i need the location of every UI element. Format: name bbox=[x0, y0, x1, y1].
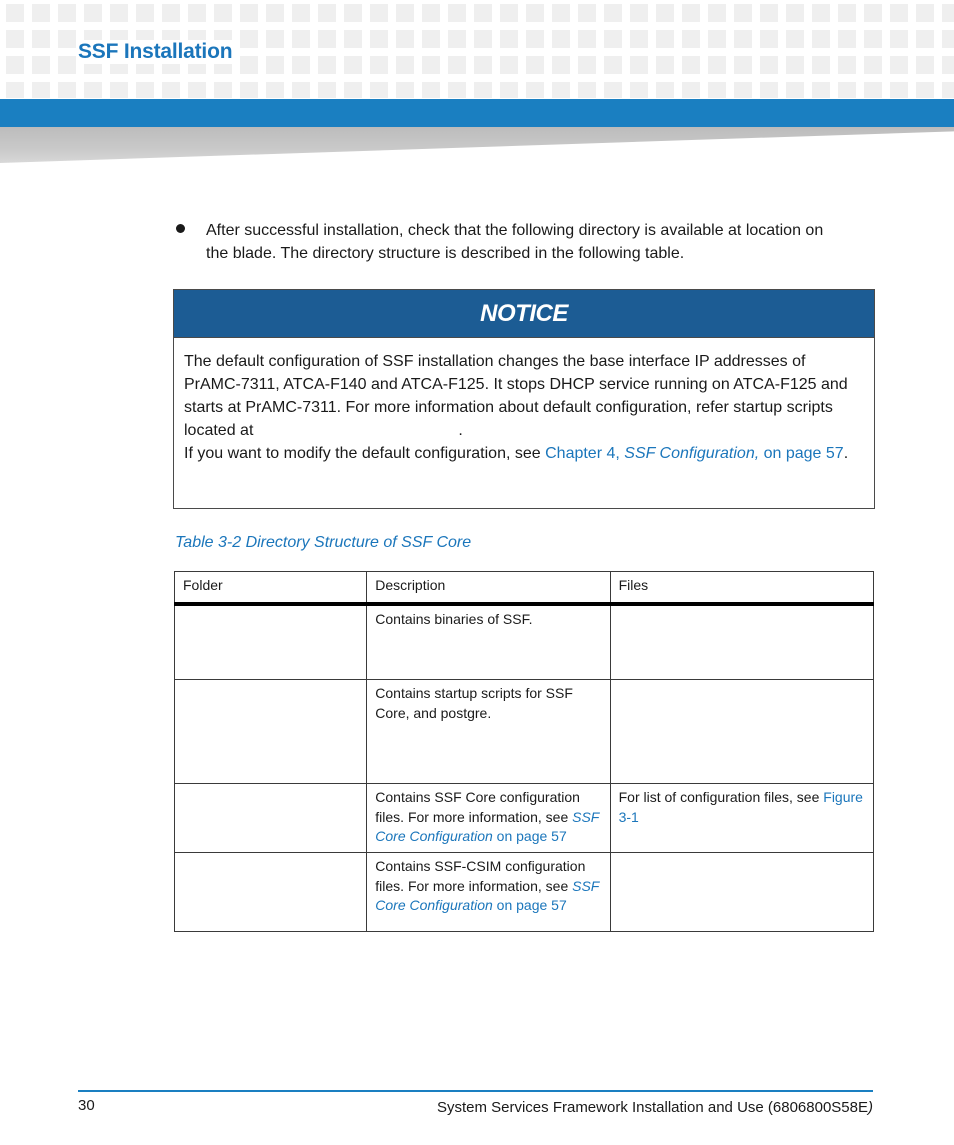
table-caption: Table 3-2 Directory Structure of SSF Core bbox=[175, 534, 472, 551]
table-row bbox=[175, 853, 874, 932]
notice-header bbox=[174, 290, 874, 338]
cell-description: Contains startup scripts for SSF Core, and postgre. bbox=[367, 680, 610, 784]
cell-folder bbox=[175, 784, 367, 853]
notice-text-2: If you want to modify the default configuration, see bbox=[184, 445, 546, 462]
directory-table bbox=[174, 571, 874, 932]
table-row bbox=[175, 604, 874, 680]
header-blue-band bbox=[0, 99, 954, 127]
table-row bbox=[175, 784, 874, 853]
notice-text-2-end: . bbox=[843, 445, 849, 462]
cell-files-text: For list of configuration files, see bbox=[618, 789, 824, 805]
chapter-4-link[interactable] bbox=[545, 445, 844, 462]
footer-doc-title-text: System Services Framework Installation and Use (6806800S58E bbox=[436, 1099, 868, 1116]
table-row bbox=[175, 680, 874, 784]
cell-description-text: Contains SSF Core configuration files. For more information, see bbox=[375, 789, 580, 825]
bullet-text: After successful installation, check that the following directory is available at location on the blade. The directory structure is described in the following table. bbox=[206, 222, 824, 262]
cell-description bbox=[367, 853, 610, 932]
cell-description bbox=[367, 784, 610, 853]
notice-text-1-end: . bbox=[458, 422, 463, 439]
link-page: on page 57 bbox=[492, 828, 567, 844]
footer-doc-title bbox=[437, 1099, 873, 1116]
cell-folder bbox=[175, 604, 367, 680]
table-header-row bbox=[175, 572, 874, 605]
notice-text-1: The default configuration of SSF installation changes the base interface IP addresses of PrAMC-7311, ATCA-F140 and ATCA-F125. It stops DHCP service running on ATCA-F125 and starts at PrAMC-7311. For more information about default configuration, refer startup scripts located at bbox=[184, 353, 848, 439]
link-title: SSF Core Configuration bbox=[375, 877, 600, 913]
cell-description-text: Contains SSF-CSIM configuration files. For more information, see bbox=[375, 858, 586, 894]
notice-paragraph-1 bbox=[184, 350, 864, 442]
footer-doc-title-close: ) bbox=[868, 1099, 873, 1116]
cell-files bbox=[610, 853, 873, 932]
link-title: SSF Core Configuration bbox=[375, 808, 600, 844]
header-gray-wedge bbox=[0, 127, 954, 163]
chapter-link-page: on page 57 bbox=[759, 445, 844, 462]
link-page: on page 57 bbox=[492, 897, 567, 913]
figure-3-1-link[interactable]: Figure 3-1 bbox=[618, 789, 863, 825]
cell-folder bbox=[175, 680, 367, 784]
chapter-link-chapter: Chapter 4, bbox=[545, 445, 625, 462]
notice-title: NOTICE bbox=[480, 299, 568, 327]
cell-description: Contains binaries of SSF. bbox=[367, 604, 610, 680]
header-folder: Folder bbox=[175, 572, 367, 605]
section-title: SSF Installation bbox=[78, 40, 236, 64]
cell-folder bbox=[175, 853, 367, 932]
header-files: Files bbox=[610, 572, 873, 605]
notice-body bbox=[174, 338, 874, 465]
notice-paragraph-2 bbox=[184, 442, 864, 465]
cell-files bbox=[610, 604, 873, 680]
cell-files bbox=[610, 680, 873, 784]
notice-box bbox=[173, 289, 875, 509]
footer-rule bbox=[78, 1090, 873, 1092]
page-number: 30 bbox=[78, 1097, 95, 1114]
cell-files bbox=[610, 784, 873, 853]
header-description: Description bbox=[367, 572, 610, 605]
chapter-link-title: SSF Configuration, bbox=[624, 445, 760, 462]
bullet-dot bbox=[176, 224, 185, 233]
